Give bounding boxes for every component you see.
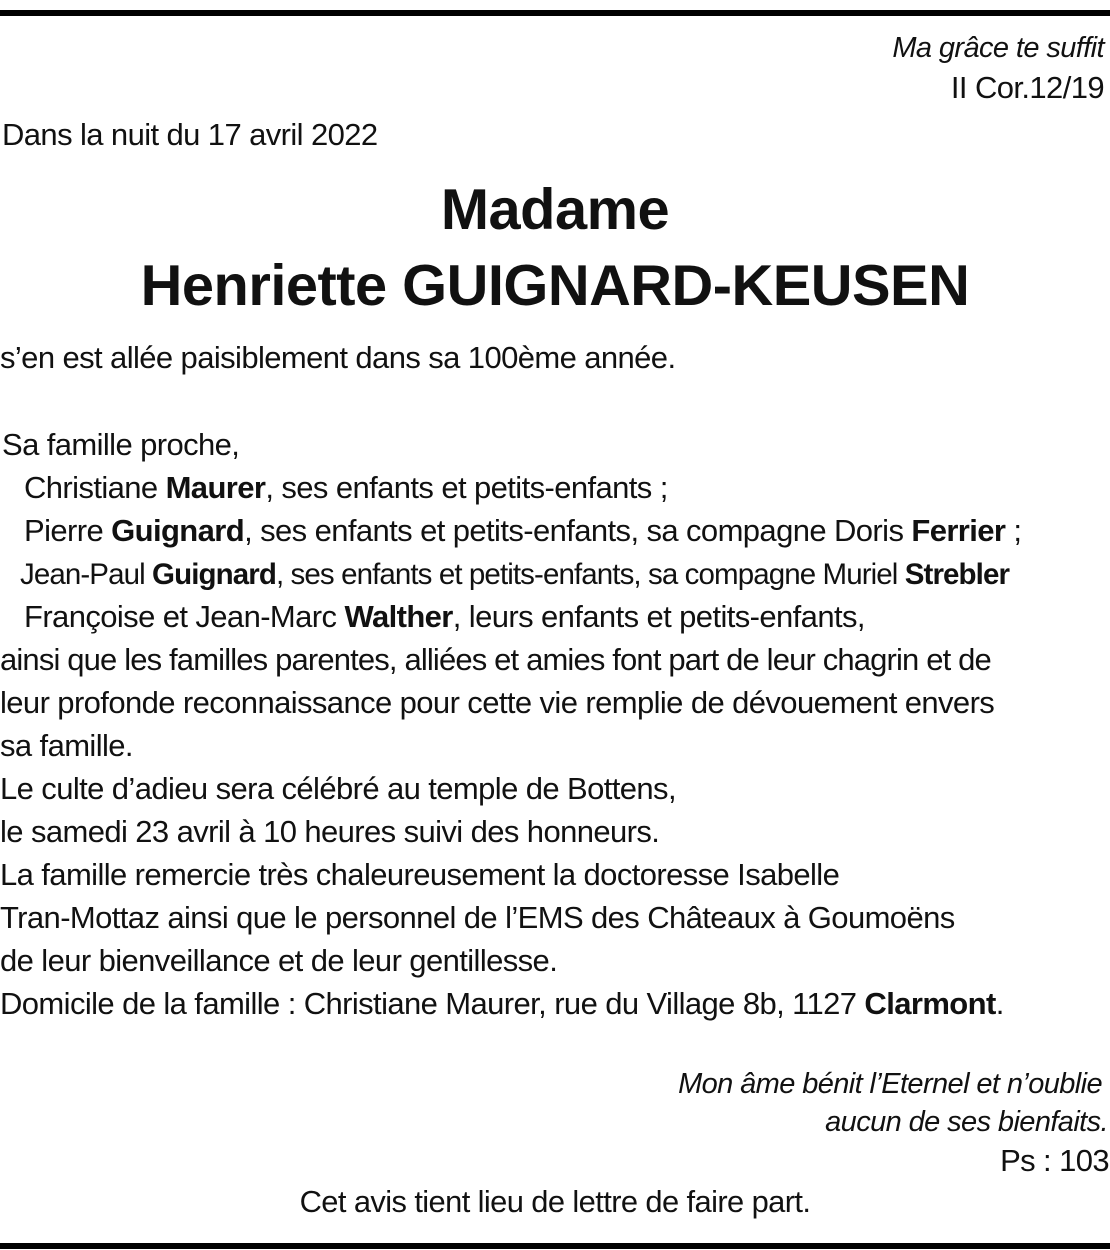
family-member <box>24 511 1021 551</box>
family-member <box>20 555 1009 595</box>
member-first-name: Jean-Paul <box>20 558 153 591</box>
body-line: sa famille. <box>0 728 133 763</box>
domicile-line <box>0 984 1004 1024</box>
member-description: , leurs enfants et petits-enfants, <box>452 599 865 634</box>
member-description: , ses enfants et petits-enfants, sa compagne Muriel <box>275 558 905 591</box>
closing-quote-line-1: Mon âme bénit l’Eternel et n’oublie <box>678 1068 1102 1100</box>
domicile-end: . <box>995 986 1004 1021</box>
body-line: ainsi que les familles parentes, alliées et amies font part de leur chagrin et de <box>0 642 991 677</box>
member-first-name: Françoise et Jean-Marc <box>24 599 345 634</box>
member-line-end: ; <box>1005 513 1022 548</box>
bottom-border-rule <box>0 1243 1110 1249</box>
epigraph-quote: Ma grâce te suffit <box>892 32 1104 64</box>
intro-date-line: Dans la nuit du 17 avril 2022 <box>2 117 378 152</box>
body-line: Le culte d’adieu sera célébré au temple de Bottens, <box>0 771 676 806</box>
closing-quote-line-2: aucun de ses bienfaits. <box>825 1106 1108 1138</box>
passing-line: s’en est allée paisiblement dans sa 100ème année. <box>0 340 676 375</box>
epigraph-reference: II Cor.12/19 <box>950 70 1104 105</box>
top-border-rule <box>0 10 1110 16</box>
domicile-place: Clarmont <box>864 986 996 1021</box>
member-last-name: Maurer <box>165 470 266 505</box>
body-line: le samedi 23 avril à 10 heures suivi des honneurs. <box>0 814 660 849</box>
companion-last-name: Ferrier <box>911 513 1006 548</box>
member-last-name: Guignard <box>152 558 276 591</box>
body-line: La famille remercie très chaleureusement la doctoresse Isabelle <box>0 857 840 892</box>
member-last-name: Guignard <box>111 513 245 548</box>
family-member <box>24 597 865 637</box>
body-line: de leur bienveillance et de leur gentillesse. <box>0 943 558 978</box>
domicile-text: Domicile de la famille : Christiane Maurer, rue du Village 8b, 1127 <box>0 986 865 1021</box>
footer-notice: Cet avis tient lieu de lettre de faire part. <box>299 1184 811 1219</box>
companion-last-name: Strebler <box>904 558 1010 591</box>
body-line: Tran-Mottaz ainsi que le personnel de l’EMS des Châteaux à Goumoëns <box>0 900 955 935</box>
family-member <box>24 468 668 508</box>
family-heading: Sa famille proche, <box>2 427 240 462</box>
member-first-name: Pierre <box>24 513 112 548</box>
member-last-name: Walther <box>344 599 453 634</box>
closing-quote-reference: Ps : 103 <box>1000 1143 1109 1178</box>
member-description: , ses enfants et petits-enfants, sa compagne Doris <box>244 513 912 548</box>
member-first-name: Christiane <box>24 470 166 505</box>
deceased-name: Henriette GUIGNARD-KEUSEN <box>140 254 970 318</box>
member-description: , ses enfants et petits-enfants ; <box>265 470 668 505</box>
deceased-title: Madame <box>440 178 670 242</box>
body-line: leur profonde reconnaissance pour cette vie remplie de dévouement envers <box>0 685 995 720</box>
